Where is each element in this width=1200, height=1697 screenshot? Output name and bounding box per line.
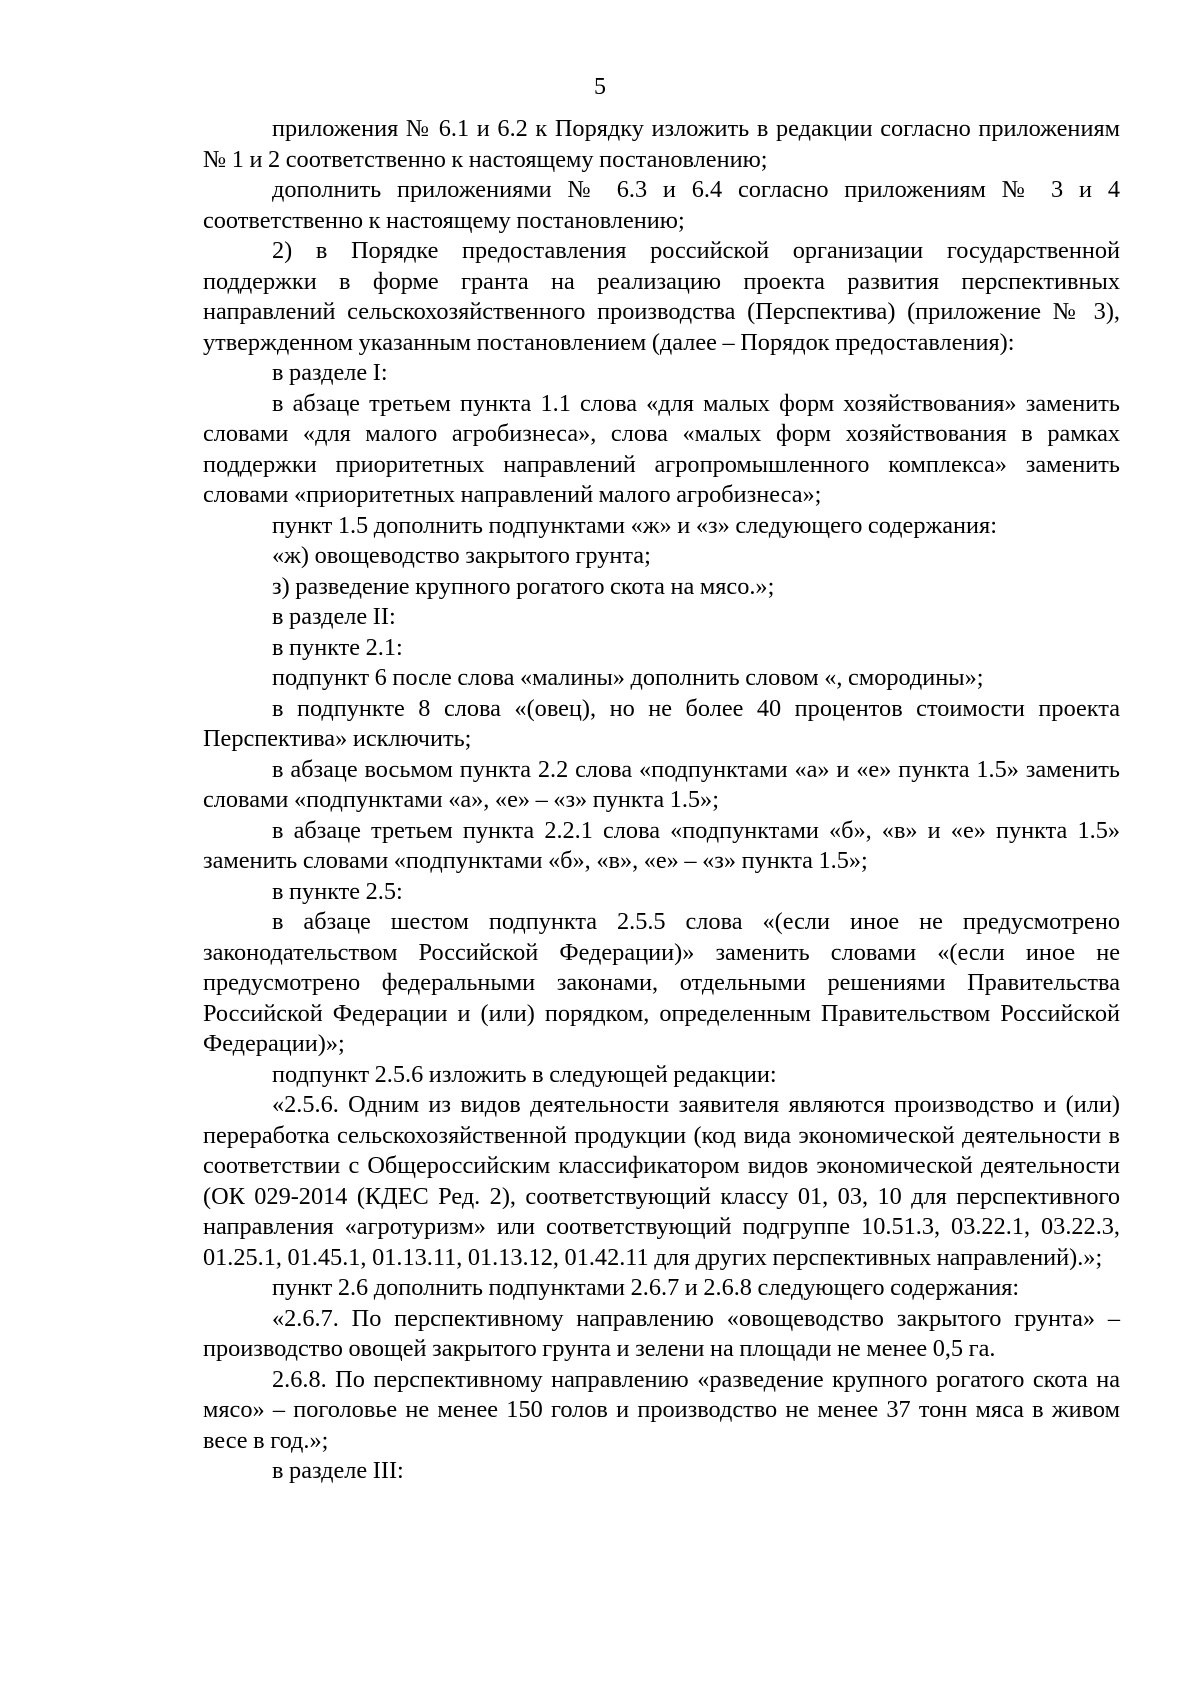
paragraph: в разделе I: [272,359,388,386]
paragraph: пункт 2.6 дополнить подпунктами 2.6.7 и 2.6.8 следующего содержания: [272,1274,1020,1301]
paragraph: дополнить приложениями № 6.3 и 6.4 согласно приложениям № 3 и 4 соответственно к настоящему постановлению; [203,176,1120,234]
paragraph: в разделе III: [272,1457,404,1484]
paragraph: в абзаце шестом подпункта 2.5.5 слова «(если иное не предусмотрено законодательством Российской Федерации)» заменить словами «(если иное не предусмотрено федеральными законами, отдельными решениями Правительства Российской Федерации и (или) порядком, определенным Правительством Российской Федерации)»; [203,908,1120,1057]
paragraph: приложения № 6.1 и 6.2 к Порядку изложить в редакции согласно приложениям № 1 и 2 соответственно к настоящему постановлению; [203,115,1120,173]
paragraph: подпункт 2.5.6 изложить в следующей редакции: [272,1060,777,1088]
document-body [203,114,1120,1487]
paragraph: пункт 1.5 дополнить подпунктами «ж» и «з» следующего содержания: [272,511,997,539]
paragraph: в подпункте 8 слова «(овец), но не более 40 процентов стоимости проекта Перспектива» исключить; [203,694,1120,752]
paragraph: в пункте 2.1: [272,633,403,661]
paragraph: з) разведение крупного рогатого скота на мясо.»; [272,572,775,600]
page-number: 5 [594,74,606,100]
paragraph: в пункте 2.5: [272,877,403,905]
paragraph: 2.6.8. По перспективному направлению «разведение крупного рогатого скота на мясо» – поголовье не менее 150 голов и производство не менее 37 тонн мяса в живом весе в год.»; [203,1365,1120,1454]
paragraph: «ж) овощеводство закрытого грунта; [272,542,651,569]
paragraph: «2.6.7. По перспективному направлению «овощеводство закрытого грунта» – производство овощей закрытого грунта и зелени на площади не менее 0,5 га. [203,1304,1120,1362]
paragraph: в разделе II: [272,603,396,630]
paragraph: «2.5.6. Одним из видов деятельности заявителя являются производство и (или) переработка сельскохозяйственной продукции (код вида экономической деятельности в соответствии с Общероссийским классификатором видов экономической деятельности (ОК 029-2014 (КДЕС Ред. 2), соответствующий классу 01, 03, 10 для перспективного направления «агротуризм» или соответствующий подгруппе 10.51.3, 03.22.1, 03.22.3, 01.25.1, 01.45.1, 01.13.11, 01.13.12, 01.42.11 для других перспективных направлений).»; [203,1091,1120,1271]
paragraph: в абзаце третьем пункта 2.2.1 слова «подпунктами «б», «в» и «е» пункта 1.5» заменить словами «подпунктами «б», «в», «е» – «з» пункта 1.5»; [203,816,1120,874]
paragraph: в абзаце восьмом пункта 2.2 слова «подпунктами «а» и «е» пункта 1.5» заменить словами «подпунктами «а», «е» – «з» пункта 1.5»; [203,755,1120,813]
paragraph: подпункт 6 после слова «малины» дополнить словом «, смородины»; [272,664,984,691]
paragraph: в абзаце третьем пункта 1.1 слова «для малых форм хозяйствования» заменить словами «для малого агробизнеса», слова «малых форм хозяйствования в рамках поддержки приоритетных направлений агропромышленного комплекса» заменить словами «приоритетных направлений малого агробизнеса»; [203,389,1120,508]
paragraph: 2) в Порядке предоставления российской организации государственной поддержки в форме гранта на реализацию проекта развития перспективных направлений сельскохозяйственного производства (Перспектива) (приложение № 3), утвержденном указанным постановлением (далее – Порядок предоставления): [203,237,1120,356]
